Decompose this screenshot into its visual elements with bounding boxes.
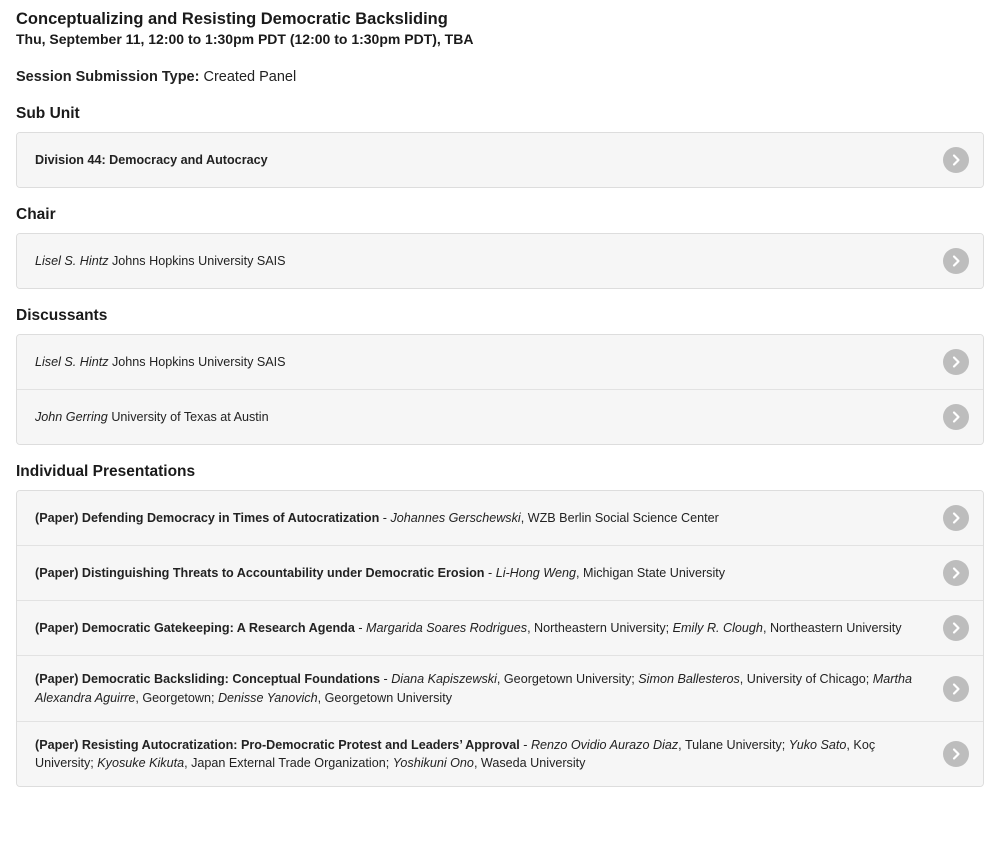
session-datetime: Thu, September 11, 12:00 to 1:30pm PDT (12:00 to 1:30pm PDT), TBA — [16, 31, 474, 48]
chevron-right-icon[interactable] — [943, 248, 969, 274]
author-affiliation: , Georgetown; — [135, 690, 218, 705]
presentation-separator: - — [379, 511, 391, 526]
presentation-separator: - — [484, 566, 496, 581]
chair-list — [16, 233, 984, 289]
author-affiliation: , Waseda University — [473, 756, 586, 771]
author-name: Margarida Soares Rodrigues — [366, 621, 528, 636]
list-item[interactable] — [17, 491, 983, 546]
section-heading-individual-presentations: Individual Presentations — [16, 463, 196, 481]
presentation-separator: - — [354, 621, 367, 636]
chevron-right-icon[interactable] — [943, 147, 969, 173]
list-item[interactable] — [17, 546, 983, 601]
author-affiliation: , WZB Berlin Social Science Center — [520, 511, 719, 526]
presentation-entry — [35, 670, 943, 707]
discussant-person: Lisel S. Hintz — [35, 355, 109, 370]
author-name: Emily R. Clough — [672, 621, 763, 636]
presentation-title: (Paper) Resisting Autocratization: Pro-Democratic Protest and Leaders’ Approval — [35, 737, 520, 752]
list-item[interactable] — [17, 335, 983, 390]
chevron-right-icon[interactable] — [943, 615, 969, 641]
discussant-entry — [35, 408, 943, 426]
author-affiliation: , Koç University; — [35, 737, 876, 771]
presentation-title: (Paper) Distinguishing Threats to Accountability under Democratic Erosion — [35, 566, 485, 581]
list-item[interactable] — [17, 656, 983, 722]
presentation-entry — [35, 736, 943, 773]
author-name: Martha Alexandra Aguirre — [35, 672, 912, 705]
author-name: Yoshikuni Ono — [392, 756, 474, 771]
section-heading-sub-unit: Sub Unit — [16, 105, 80, 123]
chevron-right-icon[interactable] — [943, 349, 969, 375]
discussants-list — [16, 334, 984, 445]
chevron-right-icon[interactable] — [943, 404, 969, 430]
sub-unit-name: Division 44: Democracy and Autocracy — [35, 153, 268, 168]
author-affiliation: , Tulane University; — [678, 737, 789, 752]
discussant-entry — [35, 353, 943, 371]
author-affiliation: , Georgetown University — [317, 690, 452, 705]
discussant-affiliation: University of Texas at Austin — [111, 410, 269, 425]
author-name: Diana Kapiszewski — [391, 672, 497, 687]
author-affiliation: , Northeastern University — [762, 621, 902, 636]
author-affiliation: , Northeastern University; — [527, 621, 673, 636]
author-affiliation: , Georgetown University; — [496, 672, 639, 687]
submission-type-value: Created Panel — [203, 69, 297, 86]
author-name: Denisse Yanovich — [217, 690, 318, 705]
chair-person: Lisel S. Hintz — [35, 254, 109, 269]
list-item[interactable] — [17, 601, 983, 656]
submission-type — [16, 67, 984, 87]
section-heading-discussants: Discussants — [16, 307, 108, 325]
list-item[interactable] — [17, 234, 983, 288]
author-name: Johannes Gerschewski — [390, 511, 521, 526]
submission-type-label: Session Submission Type: — [16, 69, 200, 86]
presentation-title: (Paper) Democratic Gatekeeping: A Research Agenda — [35, 621, 355, 636]
chevron-right-icon[interactable] — [943, 676, 969, 702]
page-title: Conceptualizing and Resisting Democratic Backsliding — [16, 10, 448, 28]
presentation-entry — [35, 564, 943, 582]
list-item[interactable] — [17, 722, 983, 787]
sub-unit-list — [16, 132, 984, 188]
presentation-title: (Paper) Democratic Backsliding: Conceptual Foundations — [35, 672, 380, 687]
presentation-entry — [35, 509, 943, 527]
list-item[interactable] — [17, 133, 983, 187]
presentation-title: (Paper) Defending Democracy in Times of Autocratization — [35, 511, 380, 526]
author-affiliation: , University of Chicago; — [739, 672, 873, 687]
author-affiliation: , Japan External Trade Organization; — [184, 756, 393, 771]
presentation-entry — [35, 619, 943, 637]
presentations-list — [16, 490, 984, 787]
author-name: Renzo Ovidio Aurazo Diaz — [530, 737, 679, 752]
chair-affiliation: Johns Hopkins University SAIS — [112, 254, 286, 269]
author-name: Li-Hong Weng — [495, 566, 576, 581]
presentation-separator: - — [379, 672, 392, 687]
author-name: Kyosuke Kikuta — [97, 756, 185, 771]
chair-entry — [35, 252, 943, 270]
presentation-separator: - — [519, 737, 531, 752]
section-heading-chair: Chair — [16, 206, 56, 224]
chevron-right-icon[interactable] — [943, 741, 969, 767]
chevron-right-icon[interactable] — [943, 560, 969, 586]
author-affiliation: , Michigan State University — [575, 566, 726, 581]
chevron-right-icon[interactable] — [943, 505, 969, 531]
list-item[interactable] — [17, 390, 983, 444]
author-name: Yuko Sato — [788, 737, 847, 752]
discussant-affiliation: Johns Hopkins University SAIS — [112, 355, 286, 370]
author-name: Simon Ballesteros — [638, 672, 740, 687]
discussant-person: John Gerring — [35, 410, 108, 425]
